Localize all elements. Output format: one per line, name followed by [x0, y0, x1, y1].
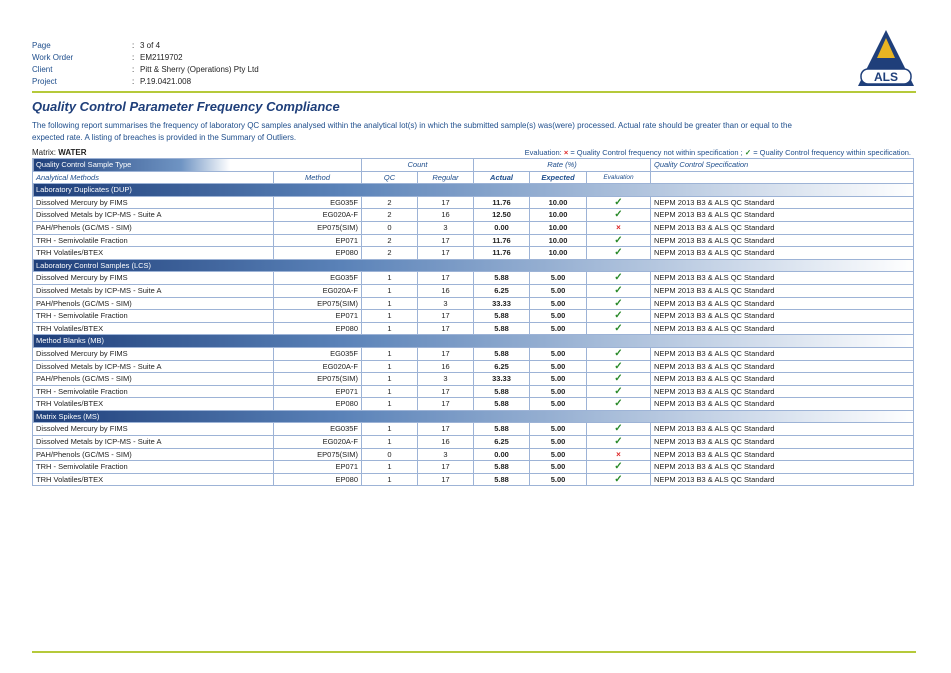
rate-header: Rate (%) — [474, 159, 651, 172]
expected-rate-cell: 10.00 — [530, 196, 587, 209]
method-cell: EG020A-F — [274, 436, 362, 449]
spec-cell: NEPM 2013 B3 & ALS QC Standard — [651, 448, 914, 461]
actual-rate-cell: 11.76 — [474, 247, 530, 260]
spec-cell: NEPM 2013 B3 & ALS QC Standard — [651, 360, 914, 373]
table-row — [33, 234, 914, 247]
pass-check-icon: ✓ — [614, 297, 623, 309]
table-row — [33, 373, 914, 386]
expected-rate-cell: 5.00 — [530, 448, 587, 461]
qc-sample-type-header: Quality Control Sample Type — [33, 159, 362, 172]
actual-rate-cell: 0.00 — [474, 448, 530, 461]
table-row — [33, 423, 914, 436]
expected-rate-cell: 10.00 — [530, 209, 587, 222]
section-title: Laboratory Control Samples (LCS) — [33, 259, 914, 272]
qc-count-cell: 1 — [362, 284, 418, 297]
regular-count-cell: 16 — [418, 284, 474, 297]
evaluation-cell — [587, 373, 651, 386]
table-row — [33, 461, 914, 474]
expected-rate-cell: 5.00 — [530, 310, 587, 323]
expected-rate-cell: 5.00 — [530, 398, 587, 411]
expected-rate-cell: 10.00 — [530, 221, 587, 234]
regular-count-cell: 17 — [418, 347, 474, 360]
pass-check-icon: ✓ — [614, 398, 623, 410]
expected-rate-cell: 5.00 — [530, 272, 587, 285]
table-row — [33, 196, 914, 209]
report-header: Page : 3 of 4 Work Order : EM2119702 Client : Pitt & Sherry (Operations) Pty Ltd Project : P.19.0421.008 — [32, 41, 259, 86]
evaluation-cell — [587, 310, 651, 323]
method-cell: EP080 — [274, 322, 362, 335]
evaluation-cell — [587, 234, 651, 247]
analyte-cell: PAH/Phenols (GC/MS - SIM) — [33, 448, 274, 461]
expected-rate-cell: 10.00 — [530, 234, 587, 247]
evaluation-cell — [587, 423, 651, 436]
method-cell: EG035F — [274, 272, 362, 285]
regular-count-cell: 17 — [418, 398, 474, 411]
page-value: 3 of 4 — [140, 41, 161, 50]
section-header-row — [33, 335, 914, 348]
spec-cell: NEPM 2013 B3 & ALS QC Standard — [651, 221, 914, 234]
table-row — [33, 448, 914, 461]
legend-pass-text: = Quality Control frequency within specification. — [753, 148, 911, 157]
evaluation-cell — [587, 347, 651, 360]
method-cell: EG020A-F — [274, 284, 362, 297]
bottom-divider — [32, 651, 916, 653]
pass-check-icon: ✓ — [614, 373, 623, 385]
expected-rate-cell: 5.00 — [530, 347, 587, 360]
legend-prefix: Evaluation: — [524, 148, 562, 157]
qc-count-cell: 2 — [362, 234, 418, 247]
analyte-cell: TRH - Semivolatile Fraction — [33, 234, 274, 247]
actual-header: Actual — [474, 171, 530, 184]
qc-count-cell: 2 — [362, 196, 418, 209]
evaluation-cell — [587, 297, 651, 310]
spec-cell: NEPM 2013 B3 & ALS QC Standard — [651, 461, 914, 474]
expected-rate-cell: 5.00 — [530, 385, 587, 398]
method-cell: EP071 — [274, 310, 362, 323]
regular-count-cell: 17 — [418, 461, 474, 474]
method-cell: EP075(SIM) — [274, 448, 362, 461]
table-row — [33, 347, 914, 360]
actual-rate-cell: 11.76 — [474, 196, 530, 209]
table-row — [33, 360, 914, 373]
method-cell: EP075(SIM) — [274, 297, 362, 310]
table-row — [33, 322, 914, 335]
evaluation-cell — [587, 461, 651, 474]
actual-rate-cell: 6.25 — [474, 436, 530, 449]
table-row — [33, 473, 914, 486]
spec-cell: NEPM 2013 B3 & ALS QC Standard — [651, 247, 914, 260]
table-row — [33, 398, 914, 411]
spec-cell: NEPM 2013 B3 & ALS QC Standard — [651, 209, 914, 222]
expected-header: Expected — [530, 171, 587, 184]
regular-count-cell: 17 — [418, 247, 474, 260]
expected-rate-cell: 5.00 — [530, 423, 587, 436]
spec-cell: NEPM 2013 B3 & ALS QC Standard — [651, 310, 914, 323]
analyte-cell: TRH Volatiles/BTEX — [33, 247, 274, 260]
method-cell: EP071 — [274, 385, 362, 398]
expected-rate-cell: 5.00 — [530, 297, 587, 310]
spec-cell: NEPM 2013 B3 & ALS QC Standard — [651, 473, 914, 486]
expected-rate-cell: 5.00 — [530, 473, 587, 486]
table-row — [33, 247, 914, 260]
actual-rate-cell: 5.88 — [474, 398, 530, 411]
actual-rate-cell: 33.33 — [474, 297, 530, 310]
analyte-cell: Dissolved Metals by ICP-MS - Suite A — [33, 360, 274, 373]
spec-cell: NEPM 2013 B3 & ALS QC Standard — [651, 423, 914, 436]
pass-check-icon: ✓ — [614, 436, 623, 448]
qc-count-cell: 1 — [362, 322, 418, 335]
qc-count-cell: 1 — [362, 347, 418, 360]
analyte-cell: PAH/Phenols (GC/MS - SIM) — [33, 297, 274, 310]
fail-cross-icon: × — [616, 222, 621, 232]
expected-rate-cell: 5.00 — [530, 373, 587, 386]
spec-cell: NEPM 2013 B3 & ALS QC Standard — [651, 297, 914, 310]
analyte-cell: PAH/Phenols (GC/MS - SIM) — [33, 373, 274, 386]
regular-count-cell: 16 — [418, 209, 474, 222]
method-cell: EG020A-F — [274, 360, 362, 373]
actual-rate-cell: 5.88 — [474, 322, 530, 335]
qc-count-cell: 0 — [362, 221, 418, 234]
method-cell: EG035F — [274, 347, 362, 360]
method-cell: EP080 — [274, 473, 362, 486]
method-header: Method — [274, 171, 362, 184]
analyte-cell: PAH/Phenols (GC/MS - SIM) — [33, 221, 274, 234]
evaluation-cell — [587, 473, 651, 486]
spec-subheader — [651, 171, 914, 184]
pass-check-icon: ✓ — [614, 347, 623, 359]
analyte-cell: Dissolved Mercury by FIMS — [33, 423, 274, 436]
evaluation-legend — [525, 148, 911, 157]
client-label: Client — [32, 65, 53, 74]
evaluation-cell — [587, 247, 651, 260]
qc-count-cell: 2 — [362, 209, 418, 222]
spec-cell: NEPM 2013 B3 & ALS QC Standard — [651, 322, 914, 335]
regular-count-cell: 17 — [418, 310, 474, 323]
method-cell: EP080 — [274, 398, 362, 411]
page-label: Page — [32, 41, 51, 50]
work-order-label: Work Order — [32, 53, 74, 62]
regular-count-cell: 17 — [418, 272, 474, 285]
qc-count-cell: 1 — [362, 310, 418, 323]
regular-header: Regular — [418, 171, 474, 184]
pass-check-icon: ✓ — [614, 310, 623, 322]
pass-check-icon: ✓ — [614, 360, 623, 372]
analyte-cell: TRH - Semivolatile Fraction — [33, 461, 274, 474]
actual-rate-cell: 5.88 — [474, 461, 530, 474]
project-label: Project — [32, 77, 57, 86]
analyte-cell: TRH Volatiles/BTEX — [33, 322, 274, 335]
analytical-methods-header: Analytical Methods — [33, 171, 274, 184]
top-divider — [32, 91, 916, 93]
spec-cell: NEPM 2013 B3 & ALS QC Standard — [651, 398, 914, 411]
qc-frequency-table — [32, 158, 914, 486]
method-cell: EP071 — [274, 461, 362, 474]
pass-check-icon: ✓ — [614, 385, 623, 397]
pass-check-icon: ✓ — [614, 234, 623, 246]
qc-count-cell: 1 — [362, 272, 418, 285]
analyte-cell: TRH - Semivolatile Fraction — [33, 385, 274, 398]
regular-count-cell: 17 — [418, 423, 474, 436]
section-header-row — [33, 410, 914, 423]
spec-cell: NEPM 2013 B3 & ALS QC Standard — [651, 347, 914, 360]
fail-cross-icon: × — [616, 449, 621, 459]
analyte-cell: Dissolved Mercury by FIMS — [33, 196, 274, 209]
logo-text: ALS — [874, 70, 898, 84]
evaluation-cell — [587, 448, 651, 461]
regular-count-cell: 17 — [418, 322, 474, 335]
intro-text: The following report summarises the frequency of laboratory QC samples analysed within the analytical lot(s) in which the submitted sample(s) was(were) processed. Actual rate should be greater than or equal to the expected rate. A listing of breaches is provided in the Summary of Outliers. — [32, 121, 792, 142]
project-value: P.19.0421.008 — [140, 77, 192, 86]
method-cell: EG020A-F — [274, 209, 362, 222]
actual-rate-cell: 5.88 — [474, 347, 530, 360]
qc-count-cell: 1 — [362, 360, 418, 373]
spec-cell: NEPM 2013 B3 & ALS QC Standard — [651, 385, 914, 398]
analyte-cell: TRH Volatiles/BTEX — [33, 398, 274, 411]
regular-count-cell: 16 — [418, 360, 474, 373]
section-title: Method Blanks (MB) — [33, 335, 914, 348]
actual-rate-cell: 6.25 — [474, 284, 530, 297]
fail-cross-icon: × — [563, 148, 569, 157]
evaluation-cell — [587, 196, 651, 209]
spec-cell: NEPM 2013 B3 & ALS QC Standard — [651, 196, 914, 209]
method-cell: EP071 — [274, 234, 362, 247]
client-value: Pitt & Sherry (Operations) Pty Ltd — [140, 65, 259, 74]
analyte-cell: Dissolved Mercury by FIMS — [33, 272, 274, 285]
qc-count-cell: 1 — [362, 423, 418, 436]
evaluation-cell — [587, 360, 651, 373]
expected-rate-cell: 5.00 — [530, 461, 587, 474]
analyte-cell: Dissolved Metals by ICP-MS - Suite A — [33, 436, 274, 449]
pass-check-icon: ✓ — [614, 284, 623, 296]
evaluation-cell — [587, 436, 651, 449]
qc-count-cell: 1 — [362, 473, 418, 486]
section-title: Matrix Spikes (MS) — [33, 410, 914, 423]
matrix-value: WATER — [58, 148, 87, 157]
pass-check-icon: ✓ — [614, 209, 623, 221]
qc-count-cell: 1 — [362, 373, 418, 386]
regular-count-cell: 3 — [418, 297, 474, 310]
method-cell: EG035F — [274, 196, 362, 209]
actual-rate-cell: 5.88 — [474, 272, 530, 285]
actual-rate-cell: 6.25 — [474, 360, 530, 373]
regular-count-cell: 3 — [418, 221, 474, 234]
spec-cell: NEPM 2013 B3 & ALS QC Standard — [651, 436, 914, 449]
expected-rate-cell: 10.00 — [530, 247, 587, 260]
table-row — [33, 385, 914, 398]
qc-header: QC — [362, 171, 418, 184]
legend-fail-text: = Quality Control frequency not within specification ; — [570, 148, 743, 157]
qc-count-cell: 0 — [362, 448, 418, 461]
pass-check-icon: ✓ — [614, 473, 623, 485]
matrix-label: Matrix: — [32, 148, 56, 157]
method-cell: EP080 — [274, 247, 362, 260]
expected-rate-cell: 5.00 — [530, 436, 587, 449]
table-row — [33, 284, 914, 297]
pass-check-icon: ✓ — [744, 148, 752, 157]
qc-count-cell: 1 — [362, 436, 418, 449]
analyte-cell: Dissolved Mercury by FIMS — [33, 347, 274, 360]
qc-count-cell: 1 — [362, 461, 418, 474]
regular-count-cell: 17 — [418, 385, 474, 398]
actual-rate-cell: 11.76 — [474, 234, 530, 247]
regular-count-cell: 17 — [418, 473, 474, 486]
regular-count-cell: 17 — [418, 234, 474, 247]
table-row — [33, 209, 914, 222]
actual-rate-cell: 5.88 — [474, 310, 530, 323]
pass-check-icon: ✓ — [614, 196, 623, 208]
evaluation-cell — [587, 322, 651, 335]
actual-rate-cell: 12.50 — [474, 209, 530, 222]
evaluation-cell — [587, 272, 651, 285]
pass-check-icon: ✓ — [614, 461, 623, 473]
spec-cell: NEPM 2013 B3 & ALS QC Standard — [651, 373, 914, 386]
actual-rate-cell: 5.88 — [474, 423, 530, 436]
evaluation-cell — [587, 398, 651, 411]
section-title: Laboratory Duplicates (DUP) — [33, 184, 914, 197]
qc-count-cell: 1 — [362, 398, 418, 411]
table-row — [33, 297, 914, 310]
page-title: Quality Control Parameter Frequency Compliance — [32, 99, 340, 114]
table-row — [33, 436, 914, 449]
analyte-cell: TRH - Semivolatile Fraction — [33, 310, 274, 323]
evaluation-cell — [587, 209, 651, 222]
count-header: Count — [362, 159, 474, 172]
section-header-row — [33, 259, 914, 272]
evaluation-cell — [587, 284, 651, 297]
matrix-line — [32, 148, 87, 157]
actual-rate-cell: 33.33 — [474, 373, 530, 386]
evaluation-cell — [587, 221, 651, 234]
method-cell: EG035F — [274, 423, 362, 436]
regular-count-cell: 17 — [418, 196, 474, 209]
qc-count-cell: 1 — [362, 297, 418, 310]
expected-rate-cell: 5.00 — [530, 322, 587, 335]
table-row — [33, 221, 914, 234]
actual-rate-cell: 0.00 — [474, 221, 530, 234]
qc-count-cell: 1 — [362, 385, 418, 398]
expected-rate-cell: 5.00 — [530, 284, 587, 297]
table-row — [33, 310, 914, 323]
analyte-cell: Dissolved Metals by ICP-MS - Suite A — [33, 209, 274, 222]
pass-check-icon: ✓ — [614, 272, 623, 284]
work-order-value: EM2119702 — [140, 53, 183, 62]
expected-rate-cell: 5.00 — [530, 360, 587, 373]
section-header-row — [33, 184, 914, 197]
pass-check-icon: ✓ — [614, 322, 623, 334]
evaluation-cell — [587, 385, 651, 398]
evaluation-header: Evaluation — [587, 171, 651, 184]
spec-cell: NEPM 2013 B3 & ALS QC Standard — [651, 234, 914, 247]
analyte-cell: TRH Volatiles/BTEX — [33, 473, 274, 486]
qc-count-cell: 2 — [362, 247, 418, 260]
spec-header: Quality Control Specification — [651, 159, 914, 172]
spec-cell: NEPM 2013 B3 & ALS QC Standard — [651, 272, 914, 285]
method-cell: EP075(SIM) — [274, 221, 362, 234]
qc-table-body — [33, 184, 914, 486]
regular-count-cell: 3 — [418, 448, 474, 461]
table-row — [33, 272, 914, 285]
actual-rate-cell: 5.88 — [474, 385, 530, 398]
spec-cell: NEPM 2013 B3 & ALS QC Standard — [651, 284, 914, 297]
pass-check-icon: ✓ — [614, 247, 623, 259]
regular-count-cell: 16 — [418, 436, 474, 449]
als-logo-icon — [855, 28, 917, 90]
actual-rate-cell: 5.88 — [474, 473, 530, 486]
pass-check-icon: ✓ — [614, 423, 623, 435]
regular-count-cell: 3 — [418, 373, 474, 386]
analyte-cell: Dissolved Metals by ICP-MS - Suite A — [33, 284, 274, 297]
method-cell: EP075(SIM) — [274, 373, 362, 386]
